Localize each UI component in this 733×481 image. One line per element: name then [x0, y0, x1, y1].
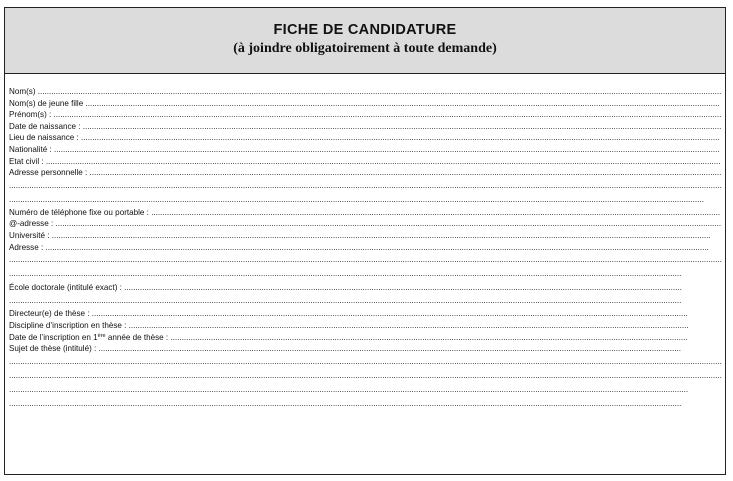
dotted-line: .......................................................................................................................................................................................................................................................................................... [85, 98, 720, 108]
field-continuation-line[interactable] [9, 397, 725, 411]
field-nationalite[interactable] [9, 144, 725, 156]
field-label: Etat civil : [9, 156, 44, 166]
field-label: Date de naissance : [9, 121, 81, 131]
dotted-line: ........................................................................................................................................................................................................................................................................................................... [9, 398, 682, 408]
field-label: Prénom(s) : [9, 110, 52, 120]
field-label: Nom(s) de jeune fille [9, 98, 84, 108]
field-label: École doctorale (intitulé exact) : [9, 283, 122, 293]
dotted-line: ................................................................................................................................................................................................................................................................... [98, 343, 681, 353]
field-label: Numéro de téléphone fixe ou portable : [9, 207, 149, 217]
field-date-naissance[interactable] [9, 121, 725, 133]
dotted-line: ........................................................................................................................................................................................................................................................................................................... [9, 269, 682, 279]
field-email[interactable] [9, 218, 725, 230]
field-label: Université : [9, 230, 50, 240]
dotted-line: ........................................................................................................................................................................................................................................................................................................... [9, 296, 682, 306]
dotted-line: ........................................................................................................................................................................................................................................................ [124, 283, 682, 293]
field-nom[interactable] [9, 86, 725, 98]
dotted-line: ............................................................................................................................................................................................................................................................................................................................. [9, 180, 722, 190]
field-etat-civil[interactable] [9, 156, 725, 168]
field-continuation-line[interactable] [9, 267, 725, 281]
field-label: Discipline d’inscription en thèse : [9, 320, 127, 330]
field-discipline[interactable] [9, 320, 725, 332]
field-continuation-line[interactable] [9, 179, 725, 193]
dotted-line: ......................................................................................................................................................................................................................................................... [128, 320, 689, 330]
field-adresse[interactable] [9, 242, 725, 254]
ordinal-superscript: ère [97, 333, 106, 340]
field-lieu-naissance[interactable] [9, 132, 725, 144]
field-continuation-line[interactable] [9, 383, 725, 397]
field-universite[interactable] [9, 230, 725, 242]
field-label: Adresse personnelle : [9, 168, 88, 178]
field-continuation-line[interactable] [9, 253, 725, 267]
field-label [9, 333, 168, 342]
field-nom-jeune-fille[interactable] [9, 98, 725, 110]
application-form [4, 7, 726, 475]
dotted-line: ............................................................................................................................................................................................................................................................................................................................. [9, 356, 722, 366]
field-directeur[interactable] [9, 308, 725, 320]
dotted-line: ................................................................................................................................................................................................................................................................................................................ [37, 87, 722, 96]
field-telephone[interactable] [9, 207, 725, 219]
field-label-suffix: année de thèse : [105, 333, 169, 343]
dotted-line: ......................................................................................................................................................................................................................................................................................................... [53, 110, 722, 120]
dotted-line: ............................................................................................................................................................................................................................................................. [151, 207, 721, 217]
dotted-line: ............................................................................................................................................................................................................................................................................................................................. [9, 370, 722, 380]
field-sujet[interactable] [9, 343, 725, 355]
dotted-line: ............................................................................................................................................................................................................................................................................................ [81, 133, 720, 143]
dotted-line: ......................................................................................................................................................................................................................................................................................... [89, 168, 722, 178]
dotted-line: ...................................................................................................................................................................................................................................... [170, 333, 688, 343]
dotted-line: ........................................................................................................................................................................................................................................................................................................ [54, 144, 720, 154]
field-label: Nationalité : [9, 144, 52, 154]
field-ecole-doctorale[interactable] [9, 281, 725, 294]
field-label: Directeur(e) de thèse : [9, 309, 90, 319]
field-adresse-personnelle[interactable] [9, 167, 725, 179]
dotted-line: ............................................................................................................................................................................................................................................................................................ [82, 121, 722, 131]
field-continuation-line[interactable] [9, 193, 725, 207]
form-title: FICHE DE CANDIDATURE [273, 22, 457, 38]
field-label: Nom(s) [9, 87, 36, 96]
dotted-line: ............................................................................................................................................................................................................................................................................................................................. [9, 255, 722, 265]
dotted-line: .............................................................................................................................................................................................................................................................................................................. [9, 384, 689, 394]
dotted-line: ....................................................................................................................................................................................................................................................................................................... [45, 242, 709, 252]
field-continuation-line[interactable] [9, 369, 725, 383]
field-label: @-adresse : [9, 219, 54, 229]
dotted-line: ......................................................................................................................................................................................................................................................................... [91, 309, 688, 319]
field-label-prefix: Date de l’inscription en 1 [9, 333, 98, 343]
form-subtitle: (à joindre obligatoirement à toute demande) [233, 41, 497, 56]
field-continuation-line[interactable] [9, 355, 725, 369]
field-continuation-line[interactable] [9, 294, 725, 308]
dotted-line: ..................................................................................................................................................................................................................................................................................................... [51, 230, 711, 240]
field-prenom[interactable] [9, 109, 725, 121]
field-label: Lieu de naissance : [9, 133, 79, 143]
dotted-line: ..................................................................................................................................................................................................................................................................................................................... [9, 194, 704, 204]
field-label: Adresse : [9, 242, 44, 252]
form-fields [5, 74, 725, 411]
field-date-inscription[interactable] [9, 331, 725, 343]
field-label: Sujet de thèse (intitulé) : [9, 343, 97, 353]
dotted-line: ............................................................................................................................................................................................................................................................................................................ [45, 156, 721, 166]
form-header [5, 8, 725, 74]
dotted-line: ........................................................................................................................................................................................................................................................................................................ [55, 219, 722, 229]
